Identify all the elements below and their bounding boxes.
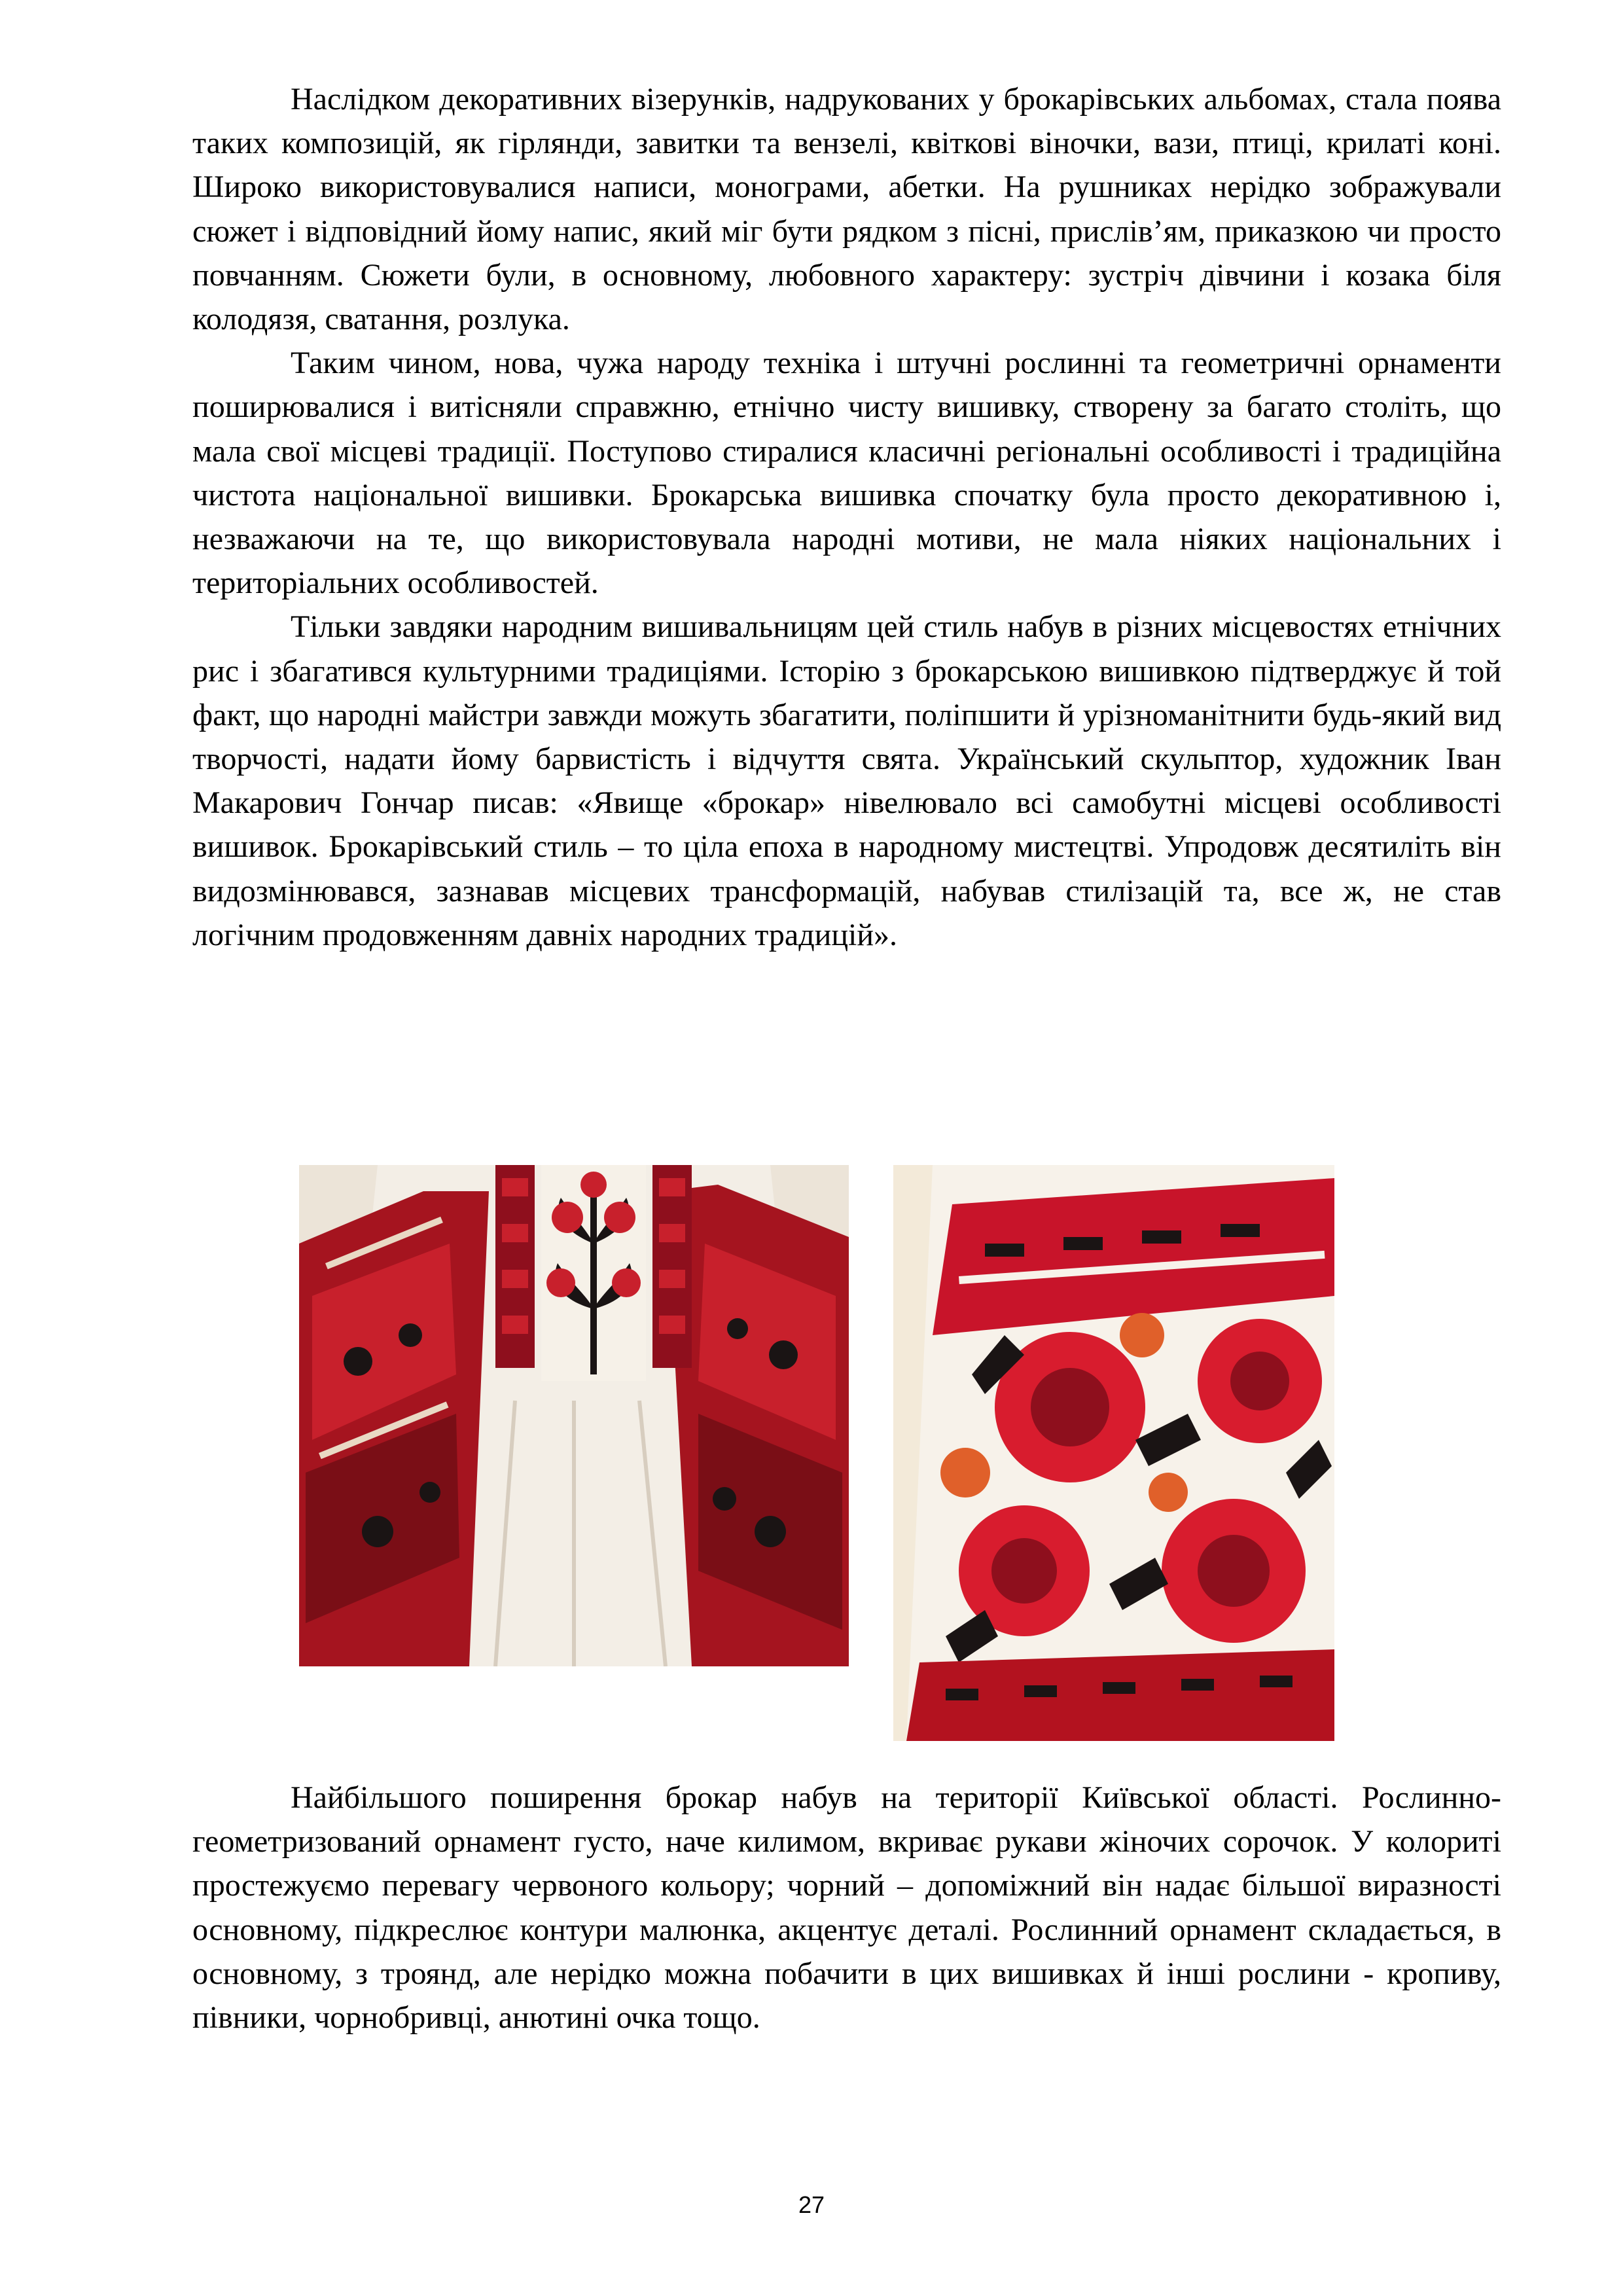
paragraph: Найбільшого поширення брокар набув на території Київської області. Рослинно-геометризований орнамент густо, наче килимом, вкриває рукави жіночих сорочок. У колориті простежуємо перевагу червоного кольору; чорний – допоміжний він надає більшої виразності основному, підкреслює контури малюнка, акцентує деталі. Рослинний орнамент складається, в основному, з троянд, але нерідко можна побачити в цих вишивках й інші рослини - кропиву, півники, чорнобривці, анютині очка тощо.: [192, 1780, 1501, 2036]
page-number: 27: [798, 2191, 825, 2218]
text-block-bottom: [192, 1776, 1501, 2039]
embroidered-shirt-illustration: [299, 1165, 849, 1666]
paragraph: Наслідком декоративних візерунків, надрукованих у брокарівських альбомах, стала поява таких композицій, як гірлянди, завитки та вензелі, квіткові віночки, вази, птиці, крилаті коні. Широко використовувалися написи, монограми, абетки. На рушниках нерідко зображували сюжет і відповідний йому напис, який міг бути рядком з пісні, прислів’ям, приказкою чи просто повчанням. Сюжети були, в основному, любовного характеру: зустріч дівчини і козака біля колодязя, сватання, розлука.: [192, 82, 1501, 337]
paragraph: Тільки завдяки народним вишивальницям цей стиль набув в різних місцевостях етнічних рис і збагатився культурними традиціями. Історію з брокарською вишивкою підтверджує й той факт, що народні майстри завжди можуть збагатити, поліпшити й урізноманітнити будь-який вид творчості, надати йому барвистість і відчуття свята. Український скульптор, художник Іван Макарович Гончар писав: «Явище «брокар» нівелювало всі самобутні місцеві особливості вишивок. Брокарівський стиль – то ціла епоха в народному мистецтві. Упродовж десятиліть він видозмінювався, зазнавав місцевих трансформацій, набував стилізацій та, все ж, не став логічним продовженням давніх народних традицій».: [192, 609, 1501, 952]
paragraph: Таким чином, нова, чужа народу техніка і штучні рослинні та геометричні орнаменти поширювалися і витісняли справжню, етнічно чисту вишивку, створену за багато століть, що мала свої місцеві традиції. Поступово стиралися класичні регіональні особливості і традиційна чистота національної вишивки. Брокарська вишивка спочатку була просто декоративною і, незважаючи на те, що використовувала народні мотиви, не мала ніяких національних і територіальних особливостей.: [192, 346, 1501, 601]
embroidered-sleeve-photo: [893, 1165, 1334, 1741]
embroidered-sleeve-illustration: [893, 1165, 1334, 1741]
embroidered-shirt-photo-front: [299, 1165, 849, 1666]
text-block-top: [192, 77, 1501, 957]
